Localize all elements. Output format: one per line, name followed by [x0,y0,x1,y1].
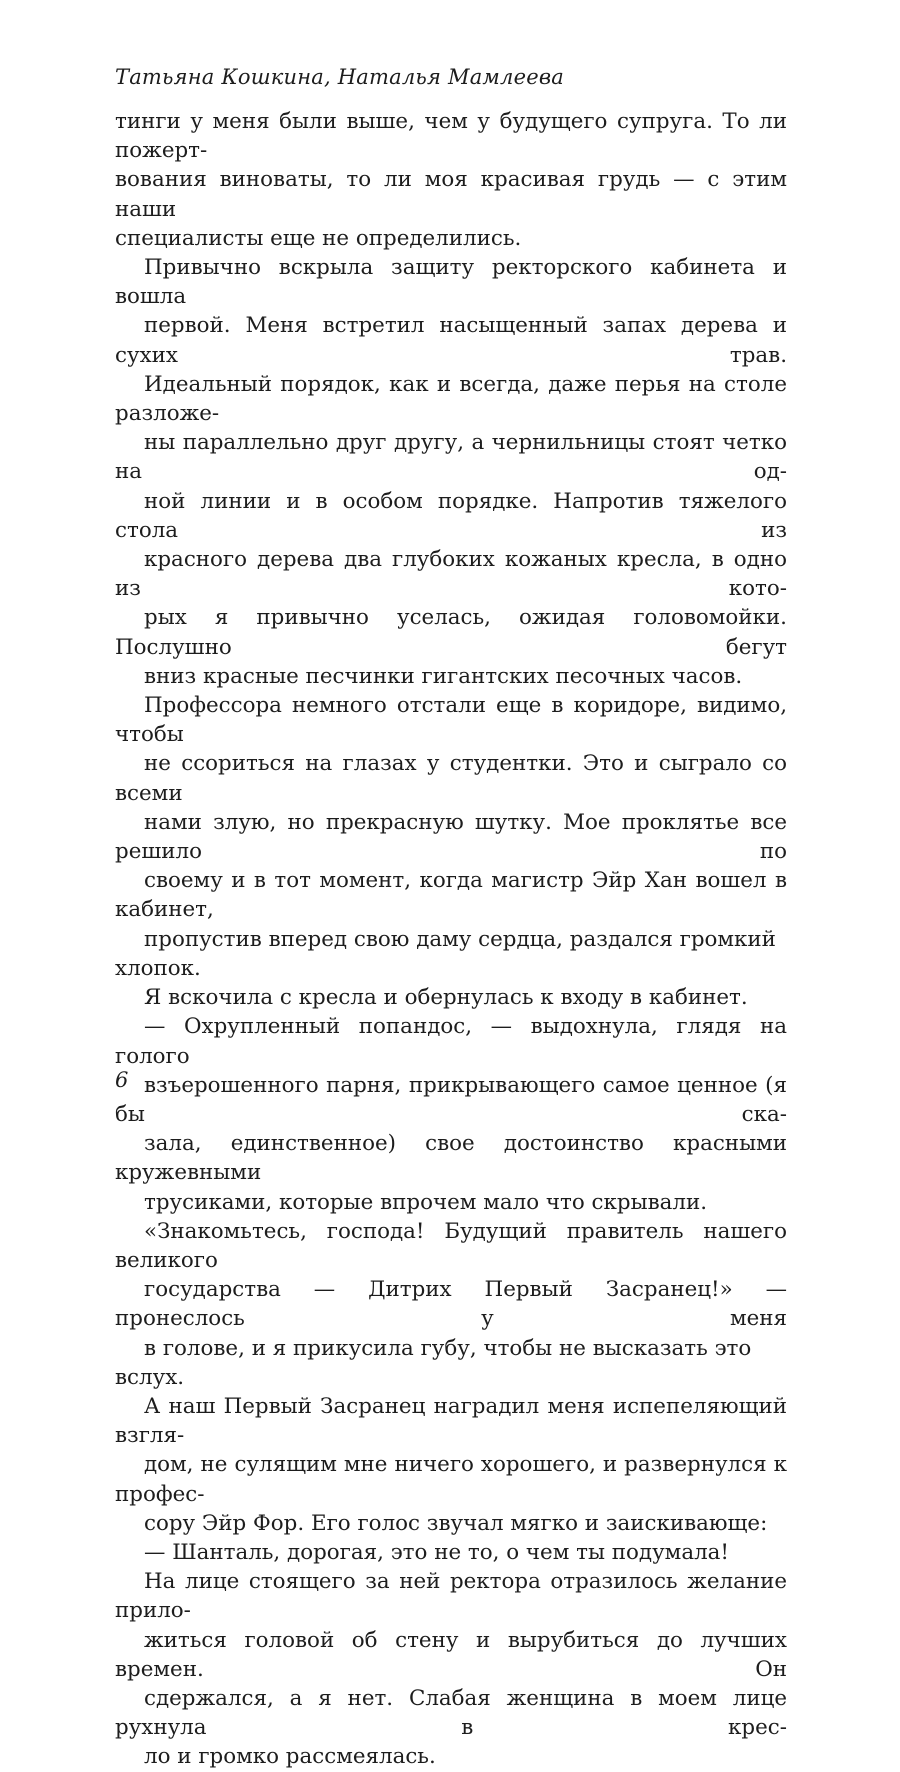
text-line: Профессора немного отстали еще в коридоре, видимо, чтобы [115,693,787,748]
text-line: тинги у меня были выше, чем у будущего супруга. То ли пожерт- [115,109,787,164]
text-line: — Охрупленный попандос, — выдохнула, глядя на голого [115,1014,787,1069]
text-line: первой. Меня встретил насыщенный запах дерева и сухих трав. [115,313,787,368]
text-line: «Знакомьтесь, господа! Будущий правитель нашего великого [115,1218,787,1273]
text-line: вниз красные песчинки гигантских песочных часов. [144,663,743,689]
page-number: 6 [115,1068,129,1092]
paragraph-1 [115,107,787,253]
paragraph-2 [115,253,787,691]
text-line: дом, не сулящим мне ничего хорошего, и развернулся к профес- [115,1452,787,1507]
text-line: своему и в тот момент, когда магистр Эйр Хан вошел в кабинет, [115,868,787,923]
text-line: в голове, и я прикусила губу, чтобы не высказать это вслух. [115,1335,752,1390]
text-line: ны параллельно друг другу, а чернильницы стоят четко на од- [115,430,787,485]
text-line: сору Эйр Фор. Его голос звучал мягко и заискивающе: [144,1510,768,1536]
text-line: специалисты еще не определились. [115,225,522,251]
text-line: ло и громко рассмеялась. [144,1744,436,1770]
paragraph-8 [115,1538,787,1567]
text-line: житься головой об стену и вырубиться до лучших времен. Он [115,1627,787,1682]
text-line: взъерошенного парня, прикрывающего самое ценное (я бы ска- [115,1072,787,1127]
body-text [115,107,787,1772]
text-line: Привычно вскрыла защиту ректорского кабинета и вошла [115,255,787,310]
paragraph-5 [115,1012,787,1216]
text-line: Идеальный порядок, как и всегда, даже перья на столе разложе- [115,371,787,427]
paragraph-4 [115,983,787,1012]
text-line: не ссориться на глазах у студентки. Это и сыграло со всеми [115,751,787,806]
text-line: пропустив вперед свою даму сердца, раздался громкий хлопок. [115,926,776,981]
text-line: ной линии и в особом порядке. Напротив тяжелого стола из [115,488,787,543]
paragraph-6 [115,1217,787,1392]
paragraph-3 [115,691,787,983]
text-line: А наш Первый Засранец наградил меня испепеляющий взгля- [115,1393,787,1449]
text-line: — Шанталь, дорогая, это не то, о чем ты подумала! [144,1539,730,1565]
text-line: На лице стоящего за ней ректора отразилось желание прило- [115,1569,787,1624]
text-line: вования виноваты, то ли моя красивая грудь — с этим наши [115,167,787,222]
text-line: зала, единственное) свое достоинство красными кружевными [115,1131,787,1186]
text-line: государства — Дитрих Первый Засранец!» — пронеслось у меня [115,1277,787,1332]
running-header-authors: Татьяна Кошкина, Наталья Мамлеева [115,65,565,89]
text-line: нами злую, но прекрасную шутку. Мое проклятье все решило по [115,809,787,865]
text-line: трусиками, которые впрочем мало что скрывали. [144,1189,708,1215]
text-line: рых я привычно уселась, ожидая головомойки. Послушно бегут [115,605,787,660]
paragraph-9 [115,1567,787,1771]
text-line: Я вскочила с кресла и обернулась к входу в кабинет. [144,985,748,1011]
paragraph-7 [115,1392,787,1538]
text-line: сдержался, а я нет. Слабая женщина в моем лице рухнула в крес- [115,1685,787,1741]
text-line: красного дерева два глубоких кожаных кресла, в одно из кото- [115,547,787,602]
